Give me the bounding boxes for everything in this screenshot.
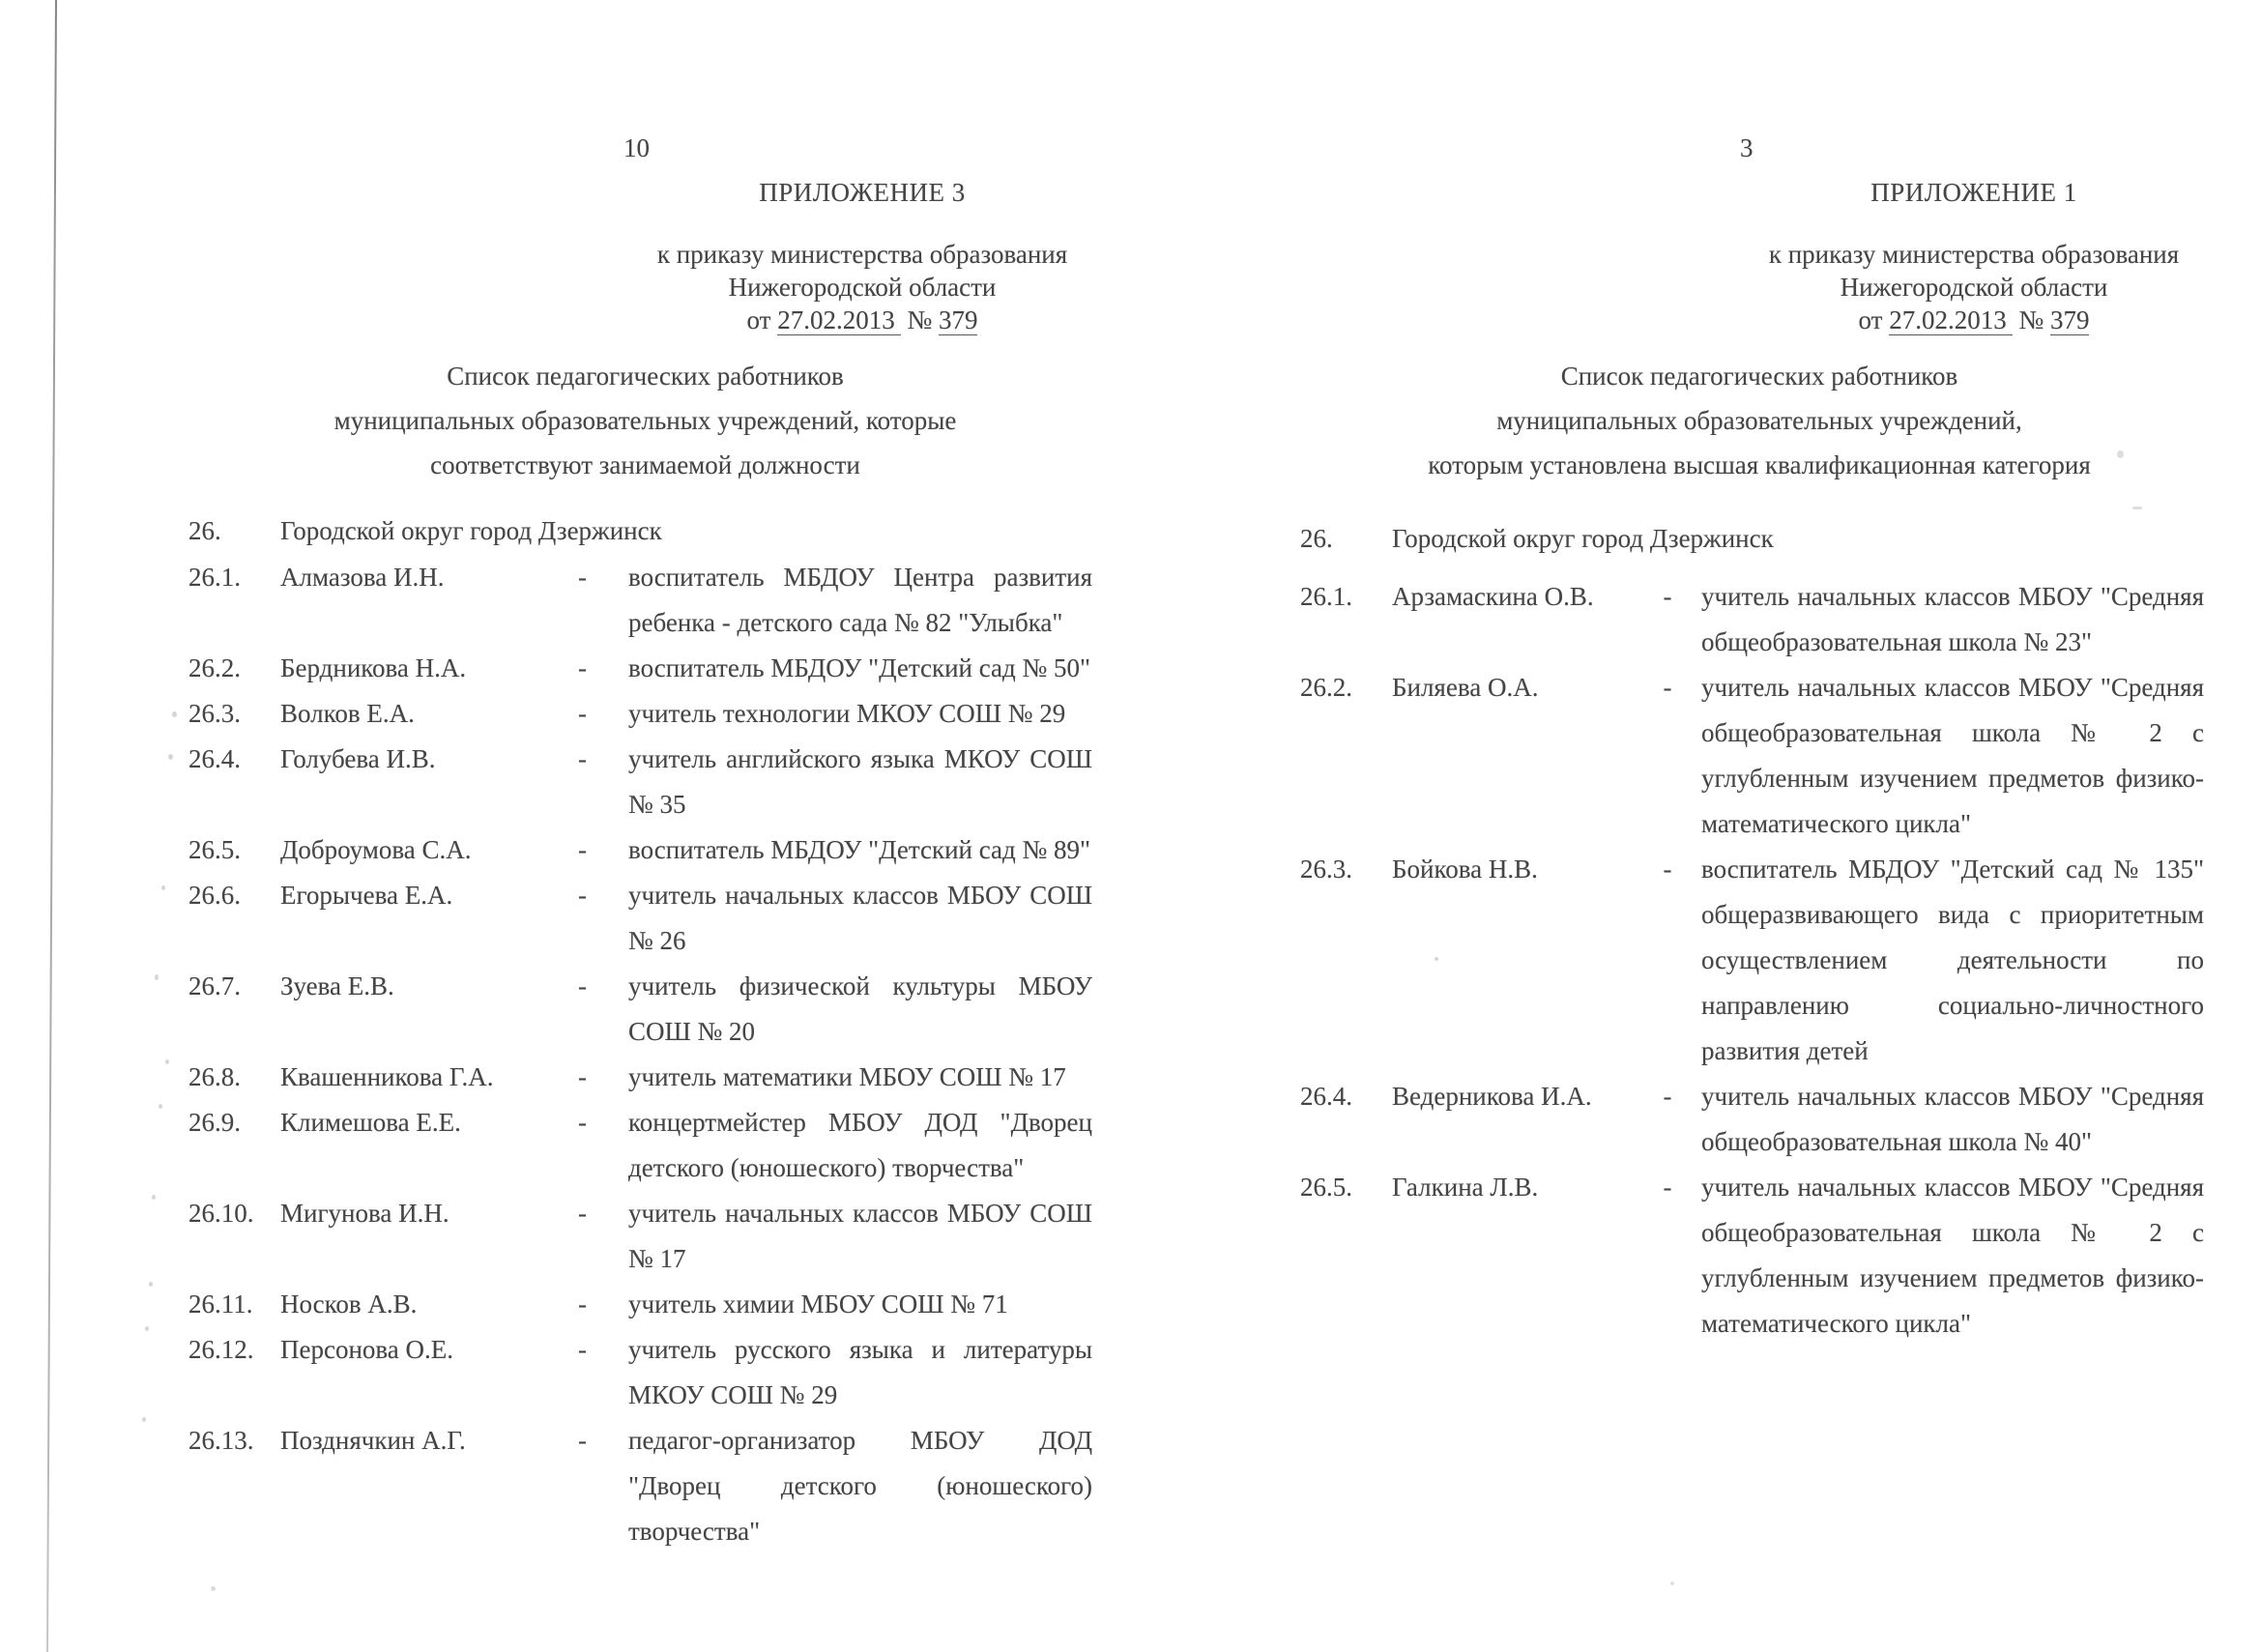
entry-dash: -	[578, 1290, 587, 1319]
list-item	[1300, 1074, 2218, 1165]
entry-dash: -	[578, 653, 587, 682]
list-item	[188, 1191, 1102, 1282]
entry-description: учитель технологии МКОУ СОШ № 29	[628, 699, 1066, 728]
entry-description: педагог-организатор МБОУ ДОД "Дворец детского (юношеского) творчества"	[628, 1426, 1092, 1546]
list-item	[188, 827, 1102, 873]
order-number: 379	[938, 305, 978, 334]
entry-description: воспитатель МБДОУ "Детский сад № 89"	[628, 835, 1091, 864]
scan-speck	[211, 1586, 216, 1591]
entry-dash: -	[578, 1335, 587, 1364]
scan-speck	[142, 1417, 146, 1422]
entry-dash: -	[578, 1426, 587, 1455]
entry-number: 26.3.	[188, 699, 241, 728]
scan-speck	[168, 754, 173, 760]
scan-speck	[152, 1195, 156, 1200]
list-title-line: Список педагогических работников	[447, 362, 844, 391]
list-item	[188, 1100, 1102, 1191]
entry-dash: -	[578, 1062, 587, 1091]
entry-number: 26.9.	[188, 1108, 241, 1137]
scan-speck	[145, 1326, 149, 1331]
list-item	[188, 555, 1102, 646]
entry-number: 26.2.	[1300, 673, 1352, 702]
appendix-title: ПРИЛОЖЕНИЕ 1	[1870, 178, 2077, 207]
list-title-line: муниципальных образовательных учреждений,	[1496, 406, 2022, 435]
order-date: 27.02.2013	[777, 305, 901, 335]
order-ref-line	[1716, 304, 2232, 336]
entry-dash: -	[578, 699, 587, 728]
entry-number: 26.3.	[1300, 855, 1352, 884]
entry-dash: -	[578, 1108, 587, 1137]
entry-name: Алмазова И.Н.	[280, 563, 445, 592]
page-number: 3	[1740, 133, 1754, 162]
entry-number: 26.2.	[188, 653, 241, 682]
entry-number: 26.8.	[188, 1062, 241, 1091]
list-item	[188, 1282, 1102, 1327]
list-item	[188, 646, 1102, 691]
entry-number: 26.5.	[1300, 1173, 1352, 1202]
order-ref-line	[604, 304, 1120, 336]
scan-speck	[155, 974, 159, 980]
entry-description: учитель начальных классов МБОУ СОШ № 17	[628, 1199, 1092, 1273]
entry-description: воспитатель МБДОУ Центра развития ребенка - детского сада № 82 "Улыбка"	[628, 563, 1092, 637]
entry-name: Биляева О.А.	[1392, 673, 1539, 702]
list-title-line: Список педагогических работников	[1560, 362, 1958, 391]
entry-description: учитель начальных классов МБОУ "Средняя общеобразовательная школа № 40"	[1701, 1082, 2204, 1156]
entry-number: 26.7.	[188, 971, 241, 1000]
section-title: Городской округ город Дзержинск	[1392, 524, 1774, 553]
entry-number: 26.10.	[188, 1199, 254, 1228]
scan-speck	[149, 1282, 153, 1287]
entry-dash: -	[578, 881, 587, 910]
entry-description: учитель начальных классов МБОУ "Средняя общеобразовательная школа № 2 с углубленным изучением предметов физико-математического цикла"	[1701, 673, 2204, 838]
section-row	[188, 508, 1102, 554]
list-item	[1300, 665, 2218, 847]
entry-name: Персонова О.Е.	[280, 1335, 454, 1364]
entry-description: учитель русского языка и литературы МКОУ СОШ № 29	[628, 1335, 1092, 1409]
list-item	[1300, 1165, 2218, 1347]
list-title	[1300, 354, 2218, 487]
entry-name: Мигунова И.Н.	[280, 1199, 449, 1228]
entry-name: Квашенникова Г.А.	[280, 1062, 494, 1091]
list-item	[188, 691, 1102, 737]
appendix-title: ПРИЛОЖЕНИЕ 3	[759, 178, 966, 207]
section-number: 26.	[188, 516, 221, 545]
scan-edge-line	[46, 0, 57, 1652]
entry-name: Носков А.В.	[280, 1290, 418, 1319]
order-ref-line: к приказу министерства образования	[656, 240, 1068, 269]
entry-description: воспитатель МБДОУ "Детский сад № 50"	[628, 653, 1091, 682]
entry-name: Климешова Е.Е.	[280, 1108, 461, 1137]
entries-section	[188, 508, 1102, 1554]
entry-name: Волков Е.А.	[280, 699, 415, 728]
entry-description: учитель начальных классов МБОУ "Средняя общеобразовательная школа № 2 с углубленным изучением предметов физико-математического цикла"	[1701, 1173, 2204, 1338]
entry-number: 26.6.	[188, 881, 241, 910]
list-item	[188, 1418, 1102, 1554]
entry-description: воспитатель МБДОУ "Детский сад № 135" общеразвивающего вида с приоритетным осуществлением деятельности по направлению социально-личностного развития детей	[1701, 855, 2204, 1065]
order-ref-line: Нижегородской области	[728, 273, 997, 302]
entry-name: Ведерникова И.А.	[1392, 1082, 1592, 1111]
list-title-line: соответствуют занимаемой должности	[430, 450, 860, 479]
entry-description: учитель английского языка МКОУ СОШ № 35	[628, 744, 1092, 819]
entry-number: 26.4.	[1300, 1082, 1352, 1111]
page-left	[188, 126, 1102, 1554]
order-ref-line: к приказу министерства образования	[1768, 240, 2180, 269]
order-reference	[604, 238, 1120, 336]
entry-dash: -	[1663, 855, 1672, 884]
order-date: 27.02.2013	[1889, 305, 2013, 335]
list-title	[188, 354, 1102, 487]
entry-dash: -	[578, 744, 587, 773]
entry-description: концертмейстер МБОУ ДОД "Дворец детского (юношеского) творчества"	[628, 1108, 1092, 1182]
entry-name: Голубева И.В.	[280, 744, 436, 773]
entry-description: учитель химии МБОУ СОШ № 71	[628, 1290, 1008, 1319]
entry-name: Бойкова Н.В.	[1392, 855, 1538, 884]
entry-description: учитель математики МБОУ СОШ № 17	[628, 1062, 1066, 1091]
list-item	[188, 964, 1102, 1055]
entry-dash: -	[578, 1199, 587, 1228]
order-number-sign: №	[907, 305, 933, 334]
scan-speck	[165, 1059, 169, 1064]
entry-name: Галкина Л.В.	[1392, 1173, 1539, 1202]
entry-description: учитель физической культуры МБОУ СОШ № 20	[628, 971, 1092, 1046]
entry-number: 26.13.	[188, 1426, 254, 1455]
order-from-word: от	[746, 305, 771, 334]
order-number-sign: №	[2018, 305, 2044, 334]
scan-speck	[161, 885, 165, 890]
scan-speck	[1670, 1581, 1674, 1585]
entry-name: Доброумова С.А.	[280, 835, 472, 864]
entries-list	[1300, 574, 2218, 1347]
order-ref-line: Нижегородской области	[1840, 273, 2108, 302]
entry-name: Позднячкин А.Г.	[280, 1426, 466, 1455]
entry-dash: -	[578, 971, 587, 1000]
entry-number: 26.11.	[188, 1290, 253, 1319]
entries-section	[1300, 516, 2218, 1347]
entry-number: 26.4.	[188, 744, 241, 773]
entry-dash: -	[578, 835, 587, 864]
section-row	[1300, 516, 2218, 562]
list-item	[188, 737, 1102, 827]
entry-dash: -	[1663, 582, 1672, 611]
section-number: 26.	[1300, 524, 1333, 553]
section-title: Городской округ город Дзержинск	[280, 516, 662, 545]
entry-dash: -	[1663, 1173, 1672, 1202]
entry-number: 26.5.	[188, 835, 241, 864]
entry-number: 26.12.	[188, 1335, 254, 1364]
entry-number: 26.1.	[1300, 582, 1352, 611]
order-from-word: от	[1858, 305, 1883, 334]
appendix-header	[604, 170, 1120, 336]
list-item	[1300, 574, 2218, 665]
list-title-line: муниципальных образовательных учреждений, которые	[333, 406, 957, 435]
entry-name: Егорычева Е.А.	[280, 881, 453, 910]
scan-speck	[159, 1104, 162, 1109]
entry-dash: -	[578, 563, 587, 592]
entry-dash: -	[1663, 673, 1672, 702]
scan-speck	[172, 711, 177, 717]
list-title-line: которым установлена высшая квалификационная категория	[1428, 450, 2091, 479]
entry-name: Зуева Е.В.	[280, 971, 394, 1000]
entry-name: Бердникова Н.А.	[280, 653, 467, 682]
page-number: 10	[623, 133, 650, 162]
list-item	[188, 873, 1102, 964]
page-right	[1300, 126, 2218, 1347]
entry-description: учитель начальных классов МБОУ СОШ № 26	[628, 881, 1092, 955]
list-item	[188, 1327, 1102, 1418]
entry-number: 26.1.	[188, 563, 241, 592]
list-item	[1300, 847, 2218, 1074]
list-item	[188, 1055, 1102, 1100]
entries-list	[188, 555, 1102, 1554]
entry-name: Арзамаскина О.В.	[1392, 582, 1594, 611]
order-number: 379	[2049, 305, 2090, 334]
entry-description: учитель начальных классов МБОУ "Средняя общеобразовательная школа № 23"	[1701, 582, 2204, 656]
appendix-header	[1716, 170, 2232, 336]
entry-dash: -	[1663, 1082, 1672, 1111]
order-reference	[1716, 238, 2232, 336]
